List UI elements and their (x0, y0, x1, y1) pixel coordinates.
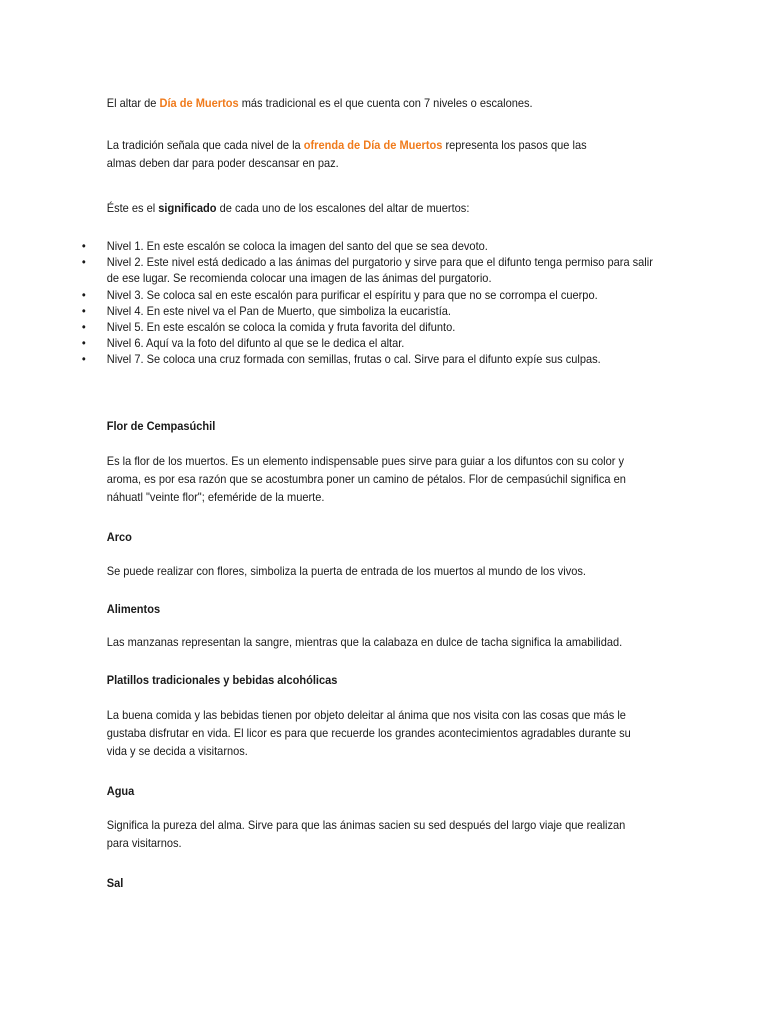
section-heading: Flor de Cempasúchil (106, 419, 216, 433)
levels-list (107, 238, 659, 368)
section-paragraph: Significa la pureza del alma. Sirve para que las ánimas sacien su sed después del largo viaje que realizan para visitarnos. (106, 818, 626, 850)
list-item: • Nivel 4. En este nivel va el Pan de Muerto, que simboliza la eucaristía. (107, 303, 659, 319)
highlight-link[interactable]: Día de Muertos (159, 96, 239, 110)
intro-text: El altar de (106, 96, 160, 110)
list-item: • Nivel 6. Aquí va la foto del difunto al que se le dedica el altar. (107, 335, 659, 351)
list-item: • Nivel 5. En este escalón se coloca la comida y fruta favorita del difunto. (107, 319, 659, 335)
list-item: • Nivel 1. En este escalón se coloca la imagen del santo del que se sea devoto. (107, 238, 659, 254)
intro-paragraph-1 (107, 94, 659, 112)
section-heading: Agua (106, 784, 135, 798)
section-paragraph: Se puede realizar con flores, simboliza la puerta de entrada de los muertos al mundo de los vivos. (106, 564, 586, 578)
intro-text: de cada uno de los escalones del altar de muertos: (216, 201, 470, 215)
section-paragraph: Es la flor de los muertos. Es un elemento indispensable pues sirve para guiar a los difuntos con su color y aroma, es por esa razón que se acostumbra poner un camino de pétalos. Flor de cempasúchil significa en náhuatl "veinte flor"; efeméride de la muerte. (106, 454, 626, 504)
section-heading: Alimentos (106, 602, 161, 616)
section-paragraph: La buena comida y las bebidas tienen por objeto deleitar al ánima que nos visita con las cosas que más le gustaba disfrutar en vida. El licor es para que recuerde los grandes acontecimientos agradables durante su vida y se decida a visitarnos. (106, 708, 631, 758)
highlight-link[interactable]: ofrenda de Día de Muertos (303, 138, 443, 152)
section-heading: Sal (106, 876, 124, 890)
intro-text: más tradicional es el que cuenta con 7 niveles o escalones. (238, 96, 533, 110)
intro-paragraph-3 (107, 199, 659, 217)
list-item: • Nivel 7. Se coloca una cruz formada con semillas, frutas o cal. Sirve para el difunto expíe sus culpas. (107, 351, 659, 367)
list-item: • Nivel 2. Este nivel está dedicado a las ánimas del purgatorio y sirve para que el difunto tenga permiso para salir de ese lugar. Se recomienda colocar una imagen de las ánimas del purgatorio. (107, 254, 659, 286)
section-heading: Platillos tradicionales y bebidas alcohólicas (106, 673, 338, 687)
intro-text: Éste es el (106, 201, 159, 215)
intro-text: representa los pasos que las almas deben dar para poder descansar en paz. (106, 138, 587, 170)
list-item: • Nivel 3. Se coloca sal en este escalón para purificar el espíritu y para que no se corrompa el cuerpo. (107, 287, 659, 303)
section-heading: Arco (106, 530, 132, 544)
intro-text: La tradición señala que cada nivel de la (106, 138, 304, 152)
bold-term: significado (158, 201, 217, 215)
section-paragraph: Las manzanas representan la sangre, mientras que la calabaza en dulce de tacha significa la amabilidad. (106, 635, 623, 649)
intro-paragraph-2 (107, 136, 608, 172)
